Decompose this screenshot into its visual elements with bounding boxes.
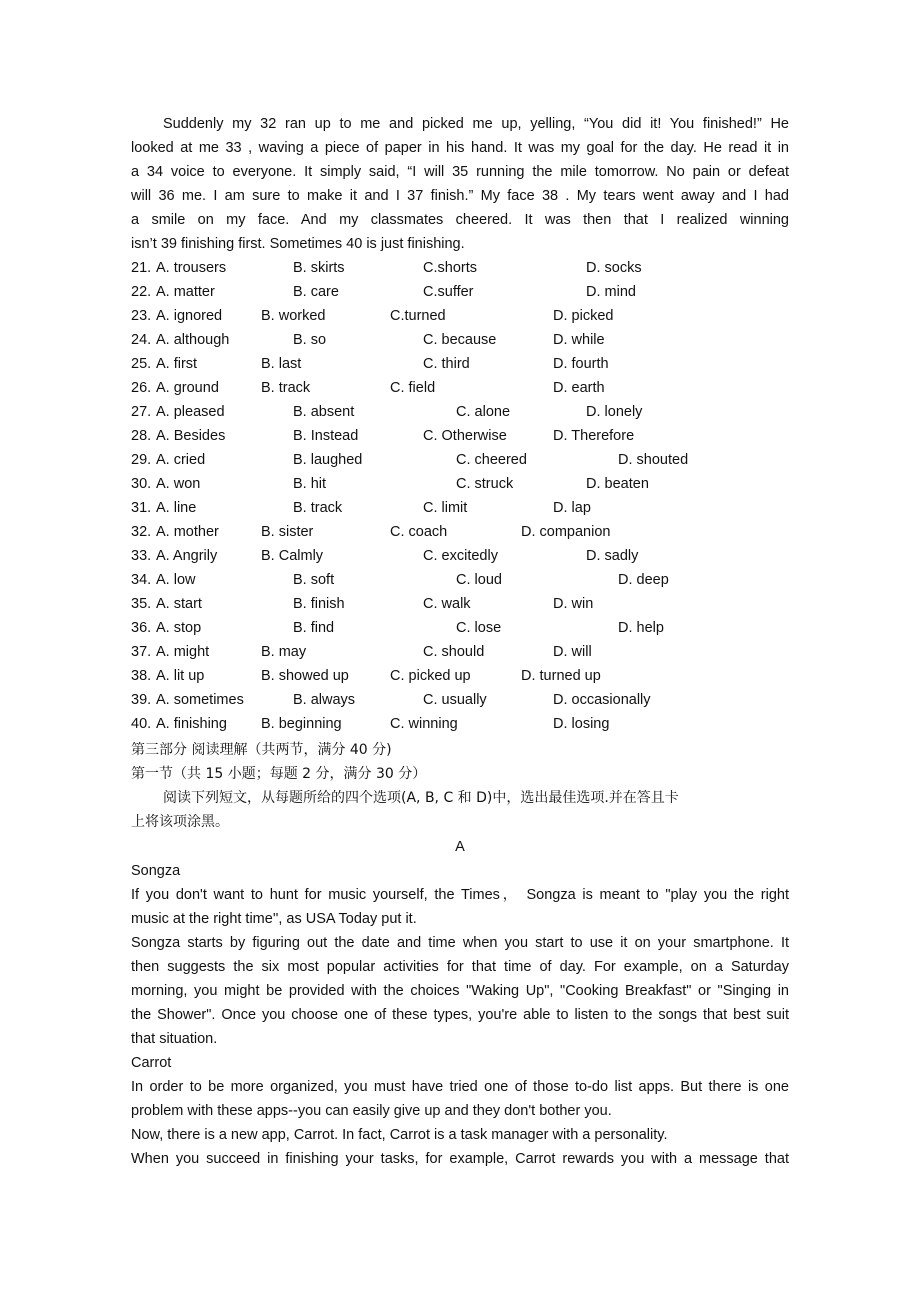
question-row (131, 328, 789, 352)
question-number: 37. (131, 644, 152, 660)
option-c: C. limit (423, 500, 468, 516)
option-b: B. finish (293, 596, 345, 612)
passage-label: A (455, 839, 465, 855)
question-row (131, 256, 789, 280)
option-c: C. field (390, 380, 436, 396)
option-d: D. companion (521, 524, 611, 540)
songza-line: If you don't want to hunt for music yourself, the Times， Songza is meant to "play you the right (131, 887, 789, 903)
question-number: 31. (131, 500, 152, 516)
option-c: C. alone (456, 404, 511, 420)
passage-line: Suddenly my 32 ran up to me and picked me up, yelling, “You did it! You finished!” He (163, 116, 789, 132)
option-b: B. may (261, 644, 307, 660)
question-number: 27. (131, 404, 152, 420)
option-d: D. socks (586, 260, 642, 276)
option-c: C. Otherwise (423, 428, 507, 444)
question-number: 34. (131, 572, 152, 588)
option-b: B. skirts (293, 260, 345, 276)
question-row (131, 496, 789, 520)
songza-line: morning, you might be provided with the choices "Waking Up", "Cooking Breakfast" or "Singing in (131, 983, 789, 999)
question-number: 35. (131, 596, 152, 612)
passage-line: looked at me 33 , waving a piece of paper in his hand. It was my goal for the day. He read it in (131, 140, 789, 156)
option-a: A. Angrily (156, 548, 218, 564)
question-number: 29. (131, 452, 152, 468)
songza-line: music at the right time'', as USA Today put it. (131, 911, 417, 927)
option-c: C. struck (456, 476, 514, 492)
option-d: D. fourth (553, 356, 609, 372)
option-c: C. lose (456, 620, 502, 636)
question-row (131, 304, 789, 328)
question-row (131, 592, 789, 616)
question-row (131, 544, 789, 568)
part-heading: 第三部分 阅读理解（共两节，满分 40 分) (131, 742, 392, 758)
question-number: 38. (131, 668, 152, 684)
option-a: A. finishing (156, 716, 227, 732)
question-number: 22. (131, 284, 152, 300)
option-d: D. losing (553, 716, 610, 732)
option-b: B. beginning (261, 716, 342, 732)
option-a: A. might (156, 644, 210, 660)
carrot-title: Carrot (131, 1055, 172, 1071)
option-c: C. loud (456, 572, 502, 588)
option-b: B. laughed (293, 452, 363, 468)
option-d: D. turned up (521, 668, 601, 684)
option-c: C. coach (390, 524, 448, 540)
question-number: 25. (131, 356, 152, 372)
option-c: C. excitedly (423, 548, 498, 564)
question-row (131, 688, 789, 712)
option-c: C.shorts (423, 260, 477, 276)
passage-line: a smile on my face. And my classmates cheered. It was then that I realized winning (131, 212, 789, 228)
option-b: B. sister (261, 524, 314, 540)
option-d: D. will (553, 644, 592, 660)
option-a: A. matter (156, 284, 215, 300)
question-row (131, 712, 789, 736)
option-b: B. last (261, 356, 302, 372)
question-number: 36. (131, 620, 152, 636)
songza-line: that situation. (131, 1031, 218, 1047)
option-a: A. sometimes (156, 692, 244, 708)
carrot-line: In order to be more organized, you must have tried one of those to-do list apps. But there is one (131, 1079, 789, 1095)
option-d: D. lonely (586, 404, 643, 420)
option-b: B. absent (293, 404, 355, 420)
option-a: A. cried (156, 452, 206, 468)
option-d: D. while (553, 332, 605, 348)
question-row (131, 640, 789, 664)
option-a: A. Besides (156, 428, 226, 444)
songza-line: then suggests the six most popular activities for that time of day. For example, on a Saturday (131, 959, 789, 975)
option-b: B. care (293, 284, 339, 300)
option-a: A. lit up (156, 668, 205, 684)
question-row (131, 616, 789, 640)
option-d: D. deep (618, 572, 669, 588)
option-d: D. earth (553, 380, 605, 396)
option-a: A. line (156, 500, 197, 516)
carrot-line: When you succeed in finishing your tasks, for example, Carrot rewards you with a message that (131, 1151, 789, 1167)
question-number: 28. (131, 428, 152, 444)
question-number: 23. (131, 308, 152, 324)
option-a: A. first (156, 356, 198, 372)
option-d: D. Therefore (553, 428, 635, 444)
option-d: D. lap (553, 500, 591, 516)
option-a: A. although (156, 332, 230, 348)
option-d: D. help (618, 620, 664, 636)
option-c: C. walk (423, 596, 471, 612)
option-c: C. usually (423, 692, 487, 708)
question-number: 26. (131, 380, 152, 396)
songza-line: Songza starts by figuring out the date and time when you start to use it on your smartphone. It (131, 935, 789, 951)
option-d: D. win (553, 596, 594, 612)
option-b: B. showed up (261, 668, 349, 684)
option-a: A. trousers (156, 260, 227, 276)
option-c: C.turned (390, 308, 446, 324)
option-a: A. ignored (156, 308, 223, 324)
option-a: A. start (156, 596, 202, 612)
question-number: 39. (131, 692, 152, 708)
passage-line: isn’t 39 finishing first. Sometimes 40 is just finishing. (131, 236, 465, 252)
option-b: B. track (261, 380, 311, 396)
option-c: C. should (423, 644, 485, 660)
carrot-line: problem with these apps--you can easily give up and they don't bother you. (131, 1103, 612, 1119)
question-number: 21. (131, 260, 152, 276)
section-heading: 第一节（共 15 小题；每题 2 分，满分 30 分） (131, 766, 427, 782)
question-number: 30. (131, 476, 152, 492)
carrot-line: Now, there is a new app, Carrot. In fact, Carrot is a task manager with a personality. (131, 1127, 668, 1143)
option-b: B. Calmly (261, 548, 324, 564)
option-b: B. find (293, 620, 335, 636)
option-d: D. picked (553, 308, 614, 324)
instruction-line: 阅读下列短文，从每题所给的四个选项(A, B, C 和 D)中，选出最佳选项.并在答且卡 (163, 790, 679, 806)
question-row (131, 376, 789, 400)
songza-title: Songza (131, 863, 181, 879)
option-d: D. sadly (586, 548, 639, 564)
question-row (131, 400, 789, 424)
option-b: B. Instead (293, 428, 359, 444)
option-a: A. low (156, 572, 196, 588)
option-a: A. ground (156, 380, 219, 396)
question-row (131, 280, 789, 304)
question-row (131, 568, 789, 592)
question-row (131, 520, 789, 544)
option-c: C. third (423, 356, 470, 372)
question-number: 32. (131, 524, 152, 540)
option-c: C.suffer (423, 284, 474, 300)
option-b: B. hit (293, 476, 327, 492)
option-b: B. worked (261, 308, 326, 324)
question-number: 33. (131, 548, 152, 564)
option-b: B. so (293, 332, 327, 348)
question-row (131, 424, 789, 448)
option-d: D. shouted (618, 452, 689, 468)
option-b: B. track (293, 500, 343, 516)
option-c: C. cheered (456, 452, 527, 468)
option-d: D. beaten (586, 476, 649, 492)
songza-line: the Shower". Once you choose one of these types, you're able to listen to the songs that best suit (131, 1007, 789, 1023)
passage-line: a 34 voice to everyone. It simply said, “I will 35 running the mile tomorrow. No pain or defeat (131, 164, 789, 180)
option-a: A. stop (156, 620, 202, 636)
option-b: B. always (293, 692, 356, 708)
question-row (131, 352, 789, 376)
question-row (131, 472, 789, 496)
option-c: C. because (423, 332, 497, 348)
option-d: D. occasionally (553, 692, 651, 708)
option-a: A. pleased (156, 404, 225, 420)
option-a: A. won (156, 476, 201, 492)
instruction-line: 上将该项涂黑。 (131, 814, 229, 830)
question-number: 24. (131, 332, 152, 348)
option-c: C. picked up (390, 668, 471, 684)
question-row (131, 664, 789, 688)
option-a: A. mother (156, 524, 219, 540)
passage-line: will 36 me. I am sure to make it and I 37 finish.” My face 38 . My tears went away and I had (131, 188, 789, 204)
option-d: D. mind (586, 284, 636, 300)
option-b: B. soft (293, 572, 335, 588)
question-row (131, 448, 789, 472)
option-c: C. winning (390, 716, 458, 732)
question-number: 40. (131, 716, 152, 732)
